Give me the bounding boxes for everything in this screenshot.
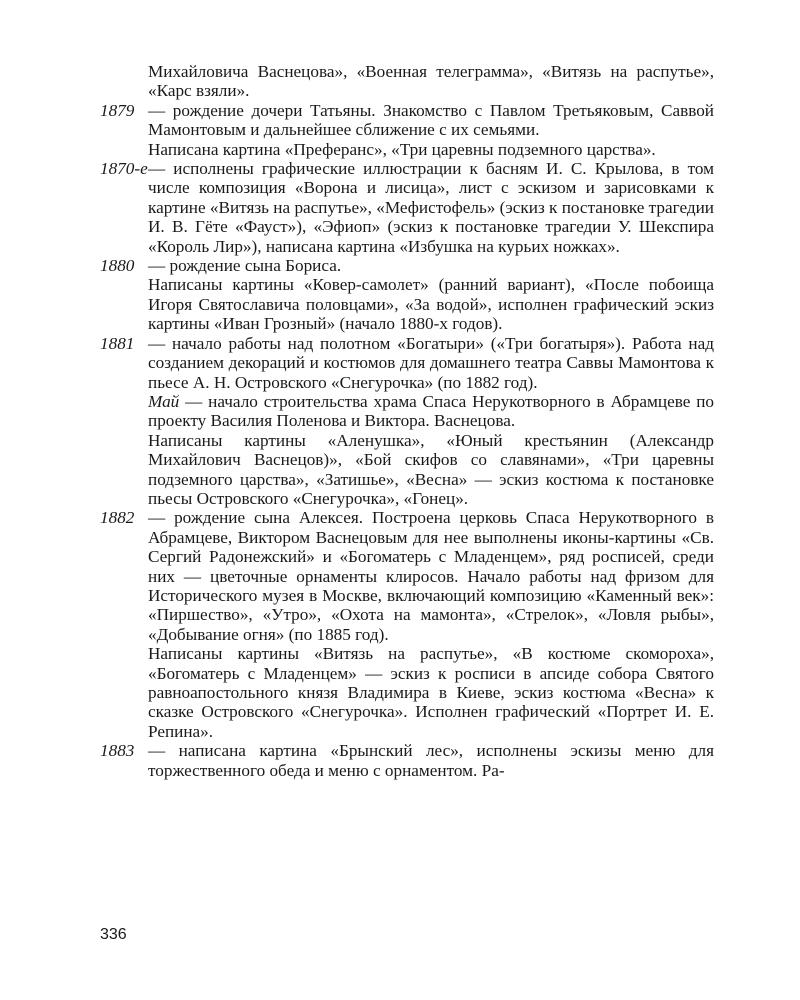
entry-year: 1879 xyxy=(100,100,135,120)
entry-paragraph: — исполнены графические иллюстрации к басням И. С. Крылова, в том числе композиция «Ворона и лисица», лист с эскизом и зарисовками к картине «Витязь на распутье», «Мефистофель» (эскиз к постановке трагедии И. В. Гёте «Фауст»), «Эфиоп» (эскиз к постановке трагедии У. Шекспира «Король Лир»), написана картина «Избушка на курьих ножках». xyxy=(148,159,714,256)
page-number: 336 xyxy=(100,926,127,943)
entry-paragraph: — рождение сына Бориса. xyxy=(148,256,342,276)
entry-1882 xyxy=(100,508,714,741)
entry-year: 1870-е xyxy=(100,159,148,179)
entry-paragraph: — рождение дочери Татьяны. Знакомство с Павлом Третьяковым, Саввой Мамонтовым и дальнейшее сближение с их семьями. xyxy=(148,100,714,140)
entry-1879 xyxy=(100,101,714,159)
entry-1870s xyxy=(100,159,714,256)
entry-1881 xyxy=(100,334,714,509)
entry-paragraph: — написана картина «Брынский лес», исполнены эскизы меню для торжественного обеда и меню с орнаментом. Ра- xyxy=(148,741,714,780)
entry-paragraph: Написаны картины «Витязь на распутье», «В костюме скомороха», «Богоматерь с Младенцем» — эскиз к росписи в апсиде собора Святого равноапостольного князя Владимира в Киеве, эскиз костюма «Весна» к сказке Островского «Снегурочка». Исполнен графический «Портрет И. Е. Репина». xyxy=(148,644,714,741)
entry-year: 1883 xyxy=(100,741,135,761)
month-text: — начало строительства храма Спаса Нерукотворного в Абрамцеве по проекту Василия Поленова и Виктора. Васнецова. xyxy=(148,391,714,431)
entry-1883 xyxy=(100,741,714,780)
page-body xyxy=(100,62,714,780)
entry-year: 1882 xyxy=(100,508,135,528)
entry-paragraph-month xyxy=(148,392,714,431)
entry-paragraph: Написаны картины «Аленушка», «Юный крестьянин (Александр Михайлович Васнецов)», «Бой скифов со славянами», «Три царевны подземного царства», «Затишье», «Весна» — эскиз костюма к постановке пьесы Островского «Снегурочка», «Гонец». xyxy=(148,430,714,508)
month-label: Май xyxy=(148,391,180,411)
entry-year: 1880 xyxy=(100,256,135,276)
entry-paragraph: Написаны картины «Ковер-самолет» (ранний вариант), «После побоища Игоря Святославича половцами», «За водой», исполнен графический эскиз картины «Иван Грозный» (начало 1880-х годов). xyxy=(148,275,714,334)
entry-1880 xyxy=(100,256,714,334)
intro-continuation xyxy=(100,62,714,101)
entry-paragraph: — начало работы над полотном «Богатыри» («Три богатыря»). Работа над созданием декораций и костюмов для домашнего театра Саввы Мамонтова к пьесе А. Н. Островского «Снегурочка» (по 1882 год). xyxy=(148,333,714,392)
entry-year: 1881 xyxy=(100,333,135,353)
intro-paragraph: Михайловича Васнецова», «Военная телеграмма», «Витязь на распутье», «Карс взяли». xyxy=(148,62,714,101)
entry-paragraph: Написана картина «Преферанс», «Три царевны подземного царства». xyxy=(148,139,656,159)
entry-paragraph: — рождение сына Алексея. Построена церковь Спаса Нерукотворного в Абрамцеве, Виктором Васнецовым для нее выполнены иконы-картины «Св. Сергий Радонежский» и «Богоматерь с Младенцем», ряд росписей, среди них — цветочные орнаменты клиросов. Начало работы над фризом для Исторического музея в Москве, включающий композицию «Каменный век»: «Пиршество», «Утро», «Охота на мамонта», «Стрелок», «Ловля рыбы», «Добывание огня» (по 1885 год). xyxy=(148,508,714,644)
